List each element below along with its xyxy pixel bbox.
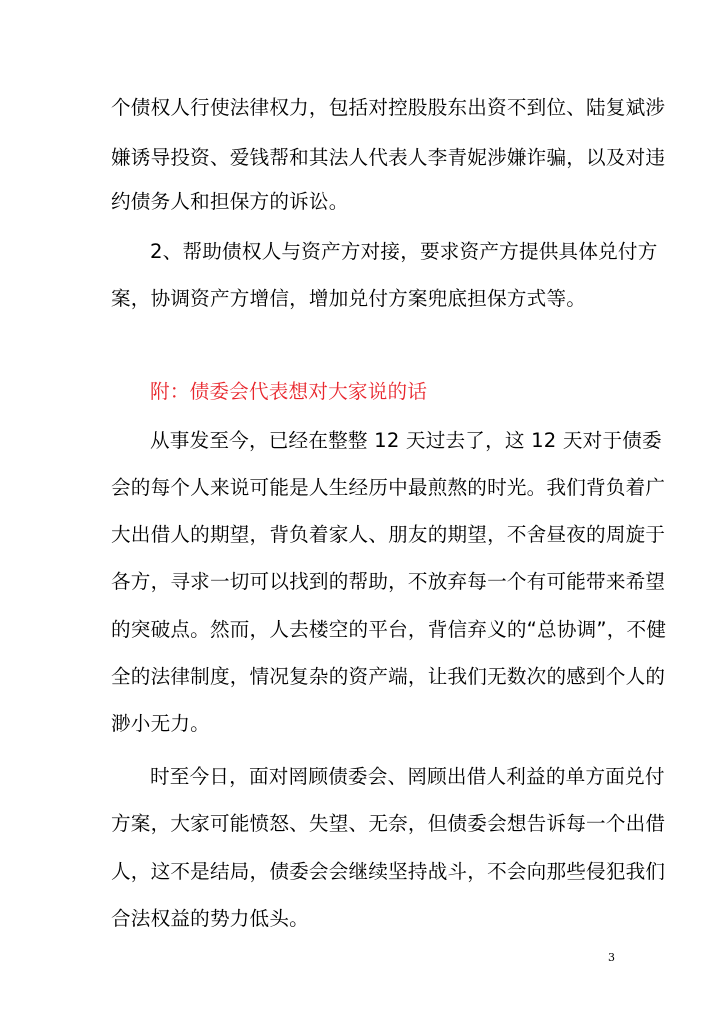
paragraph-line: 方案，大家可能愤怒、失望、无奈，但债委会想告诉每一个出借 [111, 812, 666, 835]
paragraph-line: 合法权益的势力低头。 [111, 907, 309, 930]
paragraph-line: 约债务人和担保方的诉讼。 [111, 190, 349, 213]
paragraph-line: 时至今日，面对罔顾债委会、罔顾出借人利益的单方面兑付 [150, 765, 665, 788]
paragraph-line: 全的法律制度，情况复杂的资产端，让我们无数次的感到个人的 [111, 665, 666, 688]
paragraph-line: 2、帮助债权人与资产方对接，要求资产方提供具体兑付方 [150, 240, 658, 263]
paragraph-line: 渺小无力。 [111, 712, 210, 735]
paragraph-line: 从事发至今，已经在整整 12 天过去了，这 12 天对于债委 [150, 429, 662, 452]
paragraph-line: 个债权人行使法律权力，包括对控股股东出资不到位、陆复斌涉 [111, 96, 666, 119]
paragraph-line: 嫌诱导投资、爱钱帮和其法人代表人李青妮涉嫌诈骗，以及对违 [111, 146, 666, 169]
paragraph-line: 会的每个人来说可能是人生经历中最煎熬的时光。我们背负着广 [111, 476, 666, 499]
paragraph-line: 案，协调资产方增信，增加兑付方案兜底担保方式等。 [111, 287, 587, 310]
section-heading: 附：债委会代表想对大家说的话 [150, 380, 428, 403]
page-number: 3 [608, 951, 615, 964]
paragraph-line: 各方，寻求一切可以找到的帮助，不放弃每一个有可能带来希望 [111, 570, 666, 593]
paragraph-line: 大出借人的期望，背负着家人、朋友的期望，不舍昼夜的周旋于 [111, 523, 666, 546]
paragraph-line: 人，这不是结局，债委会会继续坚持战斗，不会向那些侵犯我们 [111, 860, 666, 883]
paragraph-line: 的突破点。然而，人去楼空的平台，背信弃义的“总协调”，不健 [111, 618, 667, 641]
